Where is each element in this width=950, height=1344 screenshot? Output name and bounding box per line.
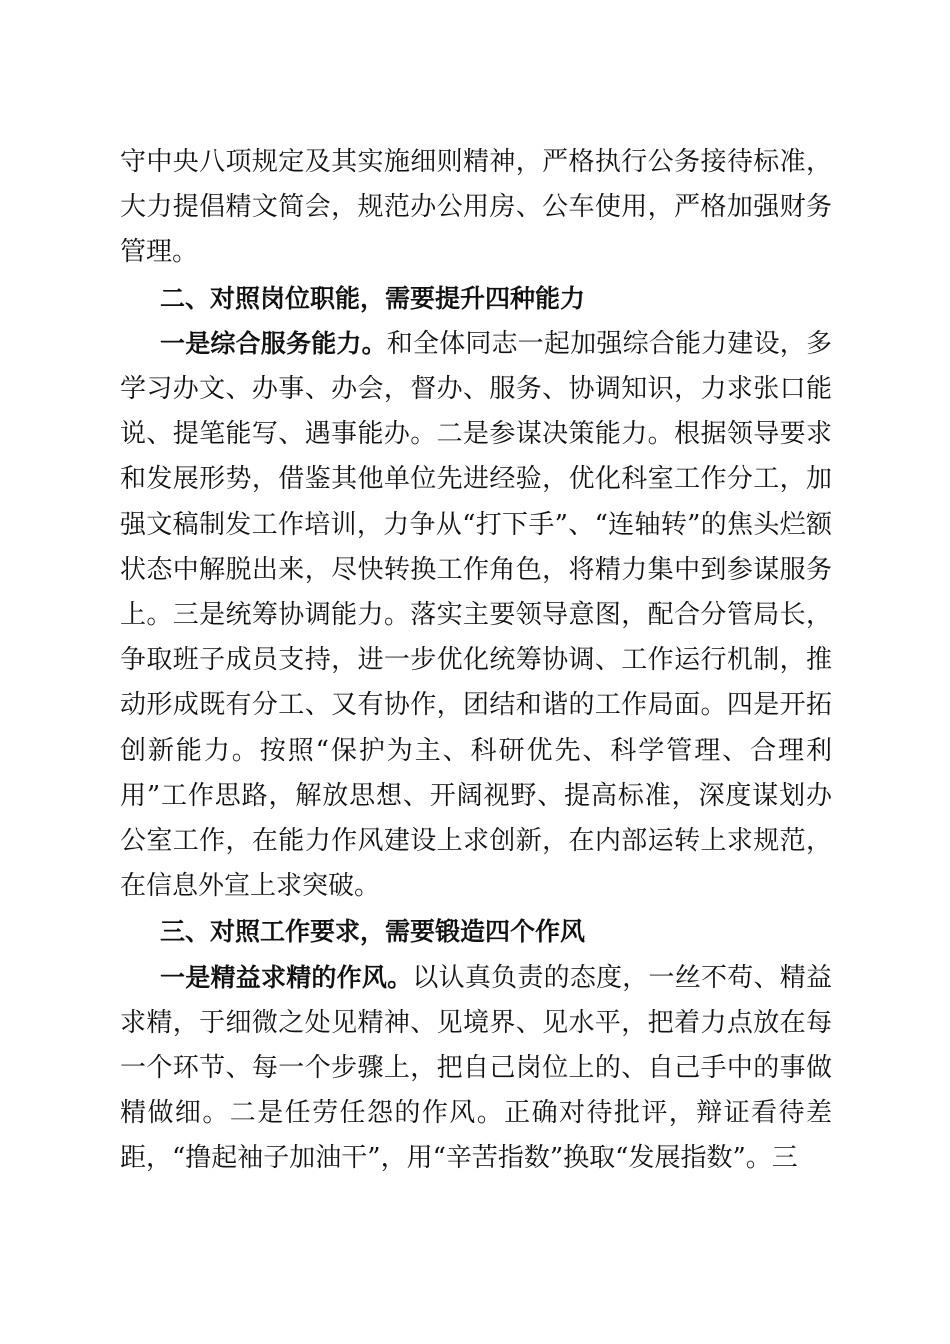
paragraph-abilities-lead: 一是综合服务能力。 [160, 328, 387, 358]
paragraph-styles-body: 以认真负责的态度，一丝不苟、精益求精，于细微之处见精神、见境界、见水平，把着力点放在每一个环节、每一个步骤上，把自己岗位上的、自己手中的事做精做细。二是任劳任怨的作风。正确对待批评，辩证看待差距，“撸起袖子加油干”，用“辛苦指数”换取“发展指数”。三 [120, 962, 832, 1174]
paragraph-continuation: 守中央八项规定及其实施细则精神，严格执行公务接待标准，大力提倡精文简会，规范办公用房、公车使用，严格加强财务管理。 [120, 147, 832, 268]
section-heading-2: 二、对照岗位职能，需要提升四种能力 [160, 283, 586, 313]
paragraph-styles-lead: 一是精益求精的作风。 [160, 962, 413, 992]
paragraph-abilities [120, 321, 832, 910]
section-heading-3: 三、对照工作要求，需要锻造四个作风 [160, 917, 586, 947]
paragraph-styles [120, 955, 832, 1182]
paragraph-abilities-body: 和全体同志一起加强综合能力建设，多学习办文、办事、办会，督办、服务、协调知识，力求张口能说、提笔能写、遇事能办。二是参谋决策能力。根据领导要求和发展形势，借鉴其他单位先进经验，优化科室工作分工，加强文稿制发工作培训，力争从“打下手”、“连轴转”的焦头烂额状态中解脱出来，尽快转换工作角色，将精力集中到参谋服务上。三是统筹协调能力。落实主要领导意图，配合分管局长，争取班子成员支持，进一步优化统筹协调、工作运行机制，推动形成既有分工、又有协作，团结和谐的工作局面。四是开拓创新能力。按照“保护为主、科研优先、科学管理、合理利用”工作思路，解放思想、开阔视野、提高标准，深度谋划办公室工作，在能力作风建设上求创新，在内部运转上求规范，在信息外宣上求突破。 [120, 328, 832, 902]
document-body [120, 140, 832, 1182]
